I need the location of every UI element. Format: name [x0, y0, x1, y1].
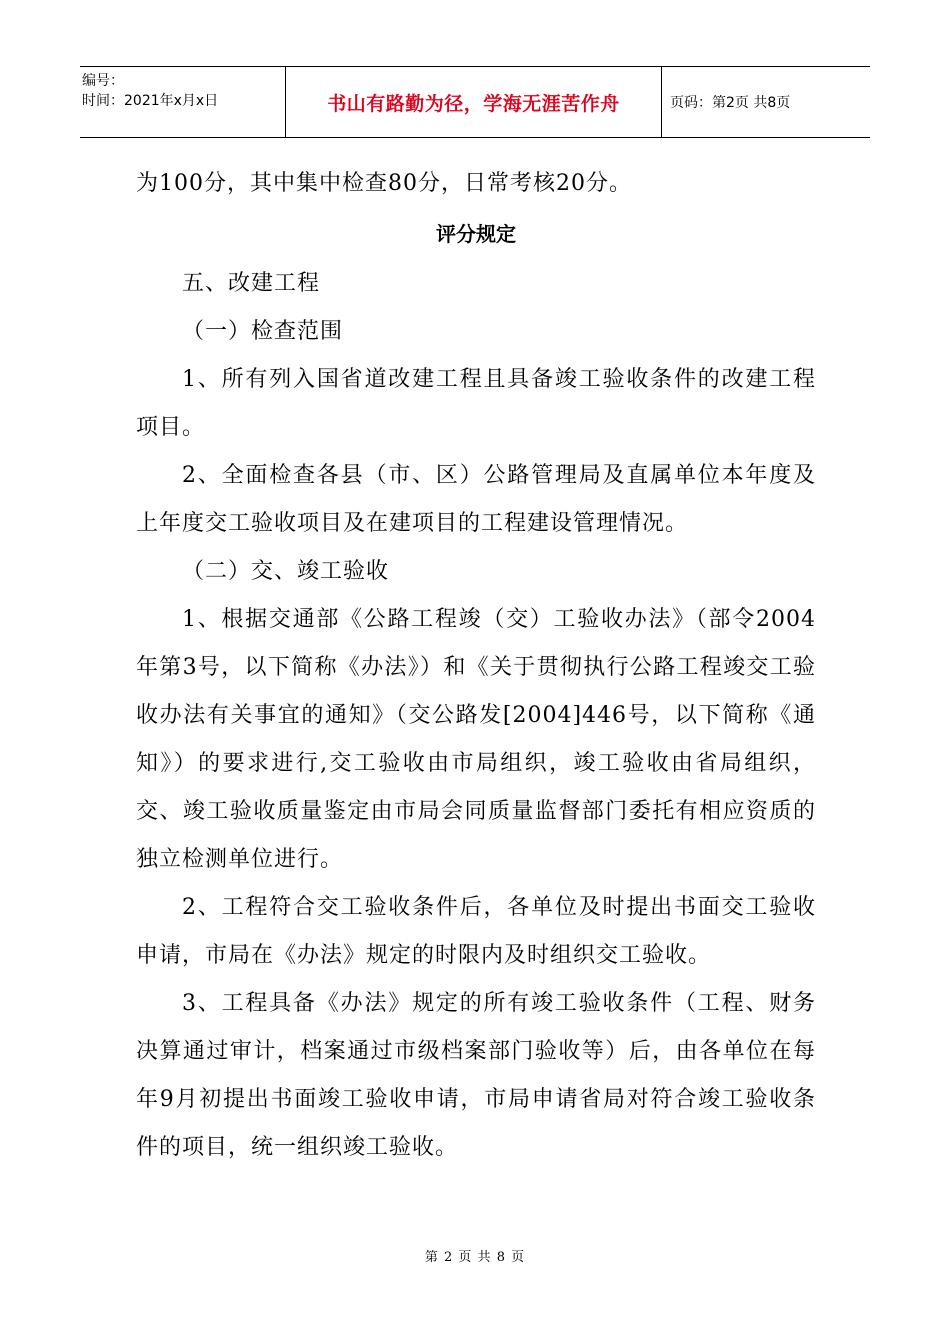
paragraph-5: 3、工程具备《办法》规定的所有竣工验收条件（工程、财务决算通过审计，档案通过市级档案部门验收等）后，由各单位在每年9月初提出书面竣工验收申请，市局申请省局对符合竣工验收条件的项目，统一组织竣工验收。 [136, 991, 816, 1160]
page-footer: 第 2 页 共 8 页 [424, 1250, 526, 1265]
header-meta-cell [80, 67, 286, 137]
subheading-1: （一）检查范围 [182, 319, 344, 344]
subheading-2: （二）交、竣工验收 [182, 559, 390, 584]
intro-line: 为100分，其中集中检查80分，日常考核20分。 [136, 171, 632, 196]
paragraph-4: 2、工程符合交工验收条件后，各单位及时提出书面交工验收申请，市局在《办法》规定的时限内及时组织交工验收。 [136, 895, 816, 968]
time-label: 时间：2021年x月x日 [82, 93, 219, 109]
header-page-info: 页码：第2页 共8页 [670, 95, 791, 111]
document-body [136, 160, 816, 1172]
paragraph-2: 2、全面检查各县（市、区）公路管理局及直属单位本年度及上年度交工验收项目及在建项目的工程建设管理情况。 [136, 463, 816, 536]
paragraph-3: 1、根据交通部《公路工程竣（交）工验收办法》（部令2004年第3号，以下简称《办法》）和《关于贯彻执行公路工程竣交工验收办法有关事宜的通知》（交公路发[2004]446号，以下简称《通知》）的要求进行,交工验收由市局组织，竣工验收由省局组织，交、竣工验收质量鉴定由市局会同质量监督部门委托有相应资质的独立检测单位进行。 [136, 607, 816, 872]
header-motto: 书山有路勤为径，学海无涯苦作舟 [286, 67, 662, 137]
section-title: 评分规定 [436, 222, 516, 246]
number-label: 编号： [82, 73, 124, 89]
paragraph-1: 1、所有列入国省道改建工程且具备竣工验收条件的改建工程项目。 [136, 367, 816, 440]
heading-5: 五、改建工程 [182, 271, 321, 296]
document-header [80, 66, 870, 138]
